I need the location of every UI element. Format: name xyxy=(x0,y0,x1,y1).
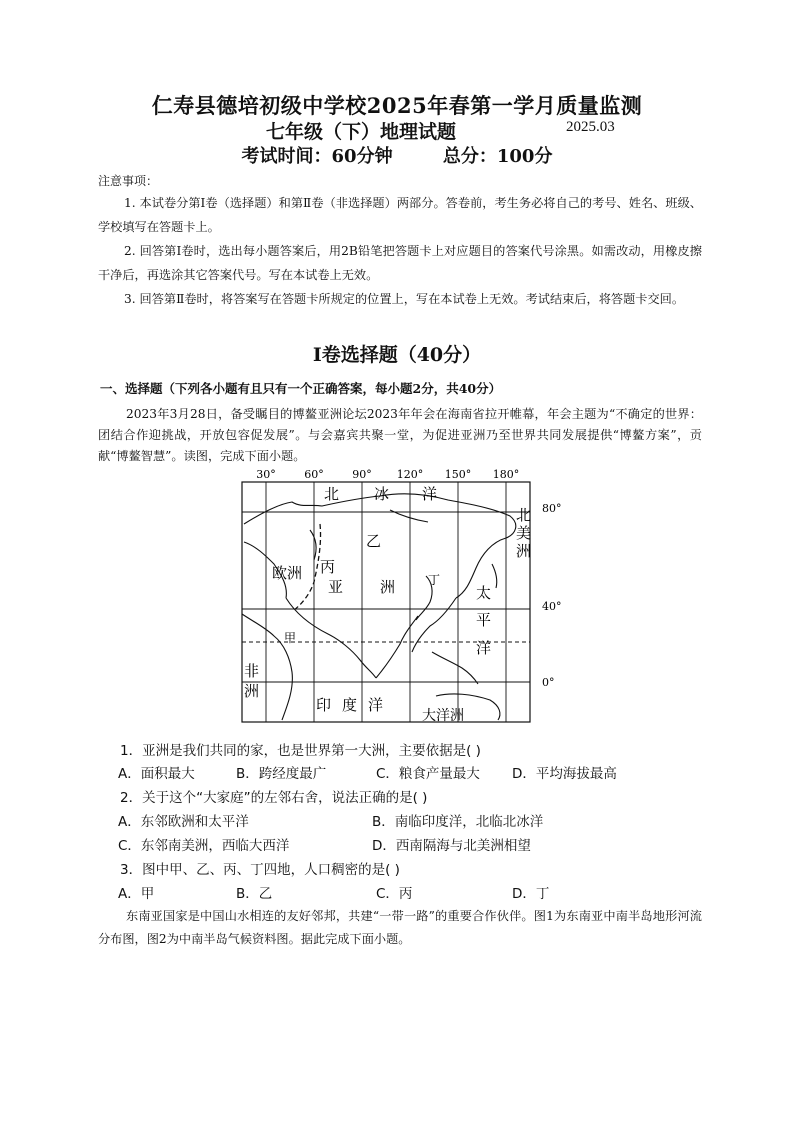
exam-time: 考试时间：60分钟 xyxy=(241,146,393,167)
question-group-heading: 一、选择题（下列各小题有且只有一个正确答案，每小题2分，共40分） xyxy=(100,381,502,396)
label-bing-place: 丙 xyxy=(320,558,336,576)
question-2-option-b[interactable]: B．南临印度洋，北临北冰洋 xyxy=(372,814,544,830)
asia-map-figure xyxy=(230,464,575,726)
note-item-3: 3. 回答第Ⅱ卷时，将答案写在答题卡所规定的位置上，写在本试卷上无效。考试结束后，将答题卡交回。 xyxy=(124,292,685,306)
lat-label-80: 80° xyxy=(542,502,562,515)
lon-label-60: 60° xyxy=(304,468,324,481)
question-1-stem: 1．亚洲是我们共同的家，也是世界第一大洲，主要依据是( ) xyxy=(120,743,481,759)
label-bing: 冰 xyxy=(374,485,390,503)
label-yi: 乙 xyxy=(366,532,382,550)
question-1-option-a[interactable]: A．面积最大 xyxy=(118,766,195,782)
lat-label-0: 0° xyxy=(542,676,555,689)
label-na-2: 美 xyxy=(516,524,532,542)
label-zhou: 洲 xyxy=(380,578,396,596)
label-ding: 丁 xyxy=(428,573,441,587)
label-du: 度 xyxy=(342,696,358,714)
exam-score: 总分：100分 xyxy=(442,146,553,167)
lon-label-150: 150° xyxy=(444,468,472,481)
label-bei: 北 xyxy=(324,485,340,503)
lon-label-90: 90° xyxy=(352,468,372,481)
exam-info xyxy=(0,142,794,168)
exam-date: 2025.03 xyxy=(566,119,615,135)
question-3-option-b[interactable]: B．乙 xyxy=(236,886,273,902)
label-yang2: 洋 xyxy=(476,639,492,657)
label-yang3: 洋 xyxy=(368,696,384,714)
question-2-stem: 2．关于这个“大家庭”的左邻右舍，说法正确的是( ) xyxy=(120,790,428,806)
material-intro-2: 东南亚国家是中国山水相连的友好邻邦，共建“一带一路”的重要合作伙伴。图1为东南亚中南半岛地形河流分布图，图2为中南半岛气候资料图。据此完成下面小题。 xyxy=(98,909,702,946)
section-title: Ⅰ卷选择题（40分） xyxy=(312,344,482,366)
coastlines xyxy=(242,494,516,720)
label-jia: 甲 xyxy=(284,631,297,645)
label-oceania: 大洋洲 xyxy=(422,708,464,724)
note-item-1: 1. 本试卷分第Ⅰ卷（选择题）和第Ⅱ卷（非选择题）两部分。答卷前，考生务必将自己的考号、姓名、班级、学校填写在答题卡上。 xyxy=(98,196,702,234)
label-tai: 太 xyxy=(476,584,492,602)
label-ping: 平 xyxy=(476,611,492,629)
label-yin: 印 xyxy=(316,696,332,714)
exam-title: 仁寿县德培初级中学校2025年春第一学月质量监测 xyxy=(151,93,643,118)
question-1-option-c[interactable]: C．粮食产量最大 xyxy=(376,766,480,782)
label-na-1: 北 xyxy=(516,506,532,524)
lat-label-40: 40° xyxy=(542,600,562,613)
exam-subtitle: 七年级（下）地理试题 xyxy=(266,121,457,143)
label-europe: 欧洲 xyxy=(272,564,303,582)
map-grid xyxy=(242,482,530,722)
lon-label-120: 120° xyxy=(396,468,424,481)
label-ya: 亚 xyxy=(328,578,344,596)
question-3-stem: 3．图中甲、乙、丙、丁四地，人口稠密的是( ) xyxy=(120,862,400,878)
question-1-option-b[interactable]: B．跨经度最广 xyxy=(236,766,327,782)
question-1-option-d[interactable]: D．平均海拔最高 xyxy=(512,766,617,782)
lon-label-180: 180° xyxy=(492,468,520,481)
question-3-option-a[interactable]: A．甲 xyxy=(118,886,155,902)
label-yang: 洋 xyxy=(422,485,438,503)
label-zhou2: 洲 xyxy=(244,682,260,700)
label-fei: 非 xyxy=(244,662,260,680)
notes-heading: 注意事项： xyxy=(98,174,159,188)
note-item-2: 2. 回答第Ⅰ卷时，选出每小题答案后，用2B铅笔把答题卡上对应题目的答案代号涂黑。如需改动，用橡皮擦干净后，再选涂其它答案代号。写在本试卷上无效。 xyxy=(98,244,702,282)
question-2-option-a[interactable]: A．东邻欧洲和太平洋 xyxy=(118,814,249,830)
question-2-option-d[interactable]: D．西南隔海与北美洲相望 xyxy=(372,838,531,854)
question-3-option-c[interactable]: C．丙 xyxy=(376,886,413,902)
label-na-3: 洲 xyxy=(516,542,532,560)
question-2-option-c[interactable]: C．东邻南美洲，西临大西洋 xyxy=(118,838,290,854)
question-3-option-d[interactable]: D．丁 xyxy=(512,886,550,902)
material-intro: 2023年3月28日，备受瞩目的博鳌亚洲论坛2023年年会在海南省拉开帷幕，年会主题为“不确定的世界：团结合作迎挑战，开放包容促发展”。与会嘉宾共聚一堂，为促进亚洲乃至世界共同发展提供“博鳌方案”，贡献“博鳌智慧”。读图，完成下面小题。 xyxy=(98,407,702,463)
map-frame xyxy=(242,482,530,722)
lon-label-30: 30° xyxy=(256,468,276,481)
